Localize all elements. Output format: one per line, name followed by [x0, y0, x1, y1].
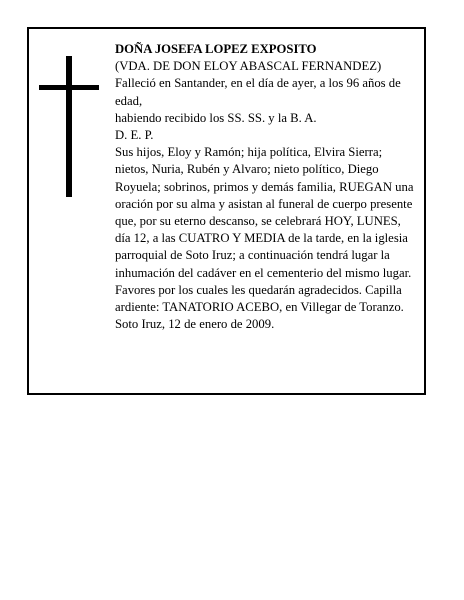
obituary-notice — [27, 27, 426, 395]
rest-in-peace: D. E. P. — [115, 128, 154, 143]
place-and-date: Soto Iruz, 12 de enero de 2009. — [115, 317, 275, 332]
widow-of: (VDA. DE DON ELOY ABASCAL FERNANDEZ) — [115, 59, 382, 74]
notice-text — [115, 41, 415, 333]
cross-icon — [39, 56, 99, 197]
notice-body: Sus hijos, Eloy y Ramón; hija política, Elvira Sierra; nietos, Nuria, Rubén y Alvaro; nieto político, Diego Royuela; sobrinos, primos y demás familia, RUEGAN una oración por su alma y asistan al funeral de cuerpo presente que, por su eterno descanso, se celebrará HOY, LUNES, día 12, a las CUATRO Y MEDIA de la tarde, en la iglesia parroquial de Soto Iruz; a continuación tendrá lugar la inhumación del cadáver en el cementerio del mismo lugar. Favores por los cuales les quedarán agradecidos. Capilla ardiente: TANATORIO ACEBO, en Villegar de Toranzo. — [115, 145, 414, 315]
deceased-name: DOÑA JOSEFA LOPEZ EXPOSITO — [115, 42, 317, 56]
death-statement: Falleció en Santander, en el día de ayer, a los 96 años de edad, — [115, 76, 401, 108]
cross-vertical-bar — [66, 56, 72, 197]
cross-horizontal-bar — [39, 85, 99, 90]
sacraments-statement: habiendo recibido los SS. SS. y la B. A. — [115, 110, 317, 125]
